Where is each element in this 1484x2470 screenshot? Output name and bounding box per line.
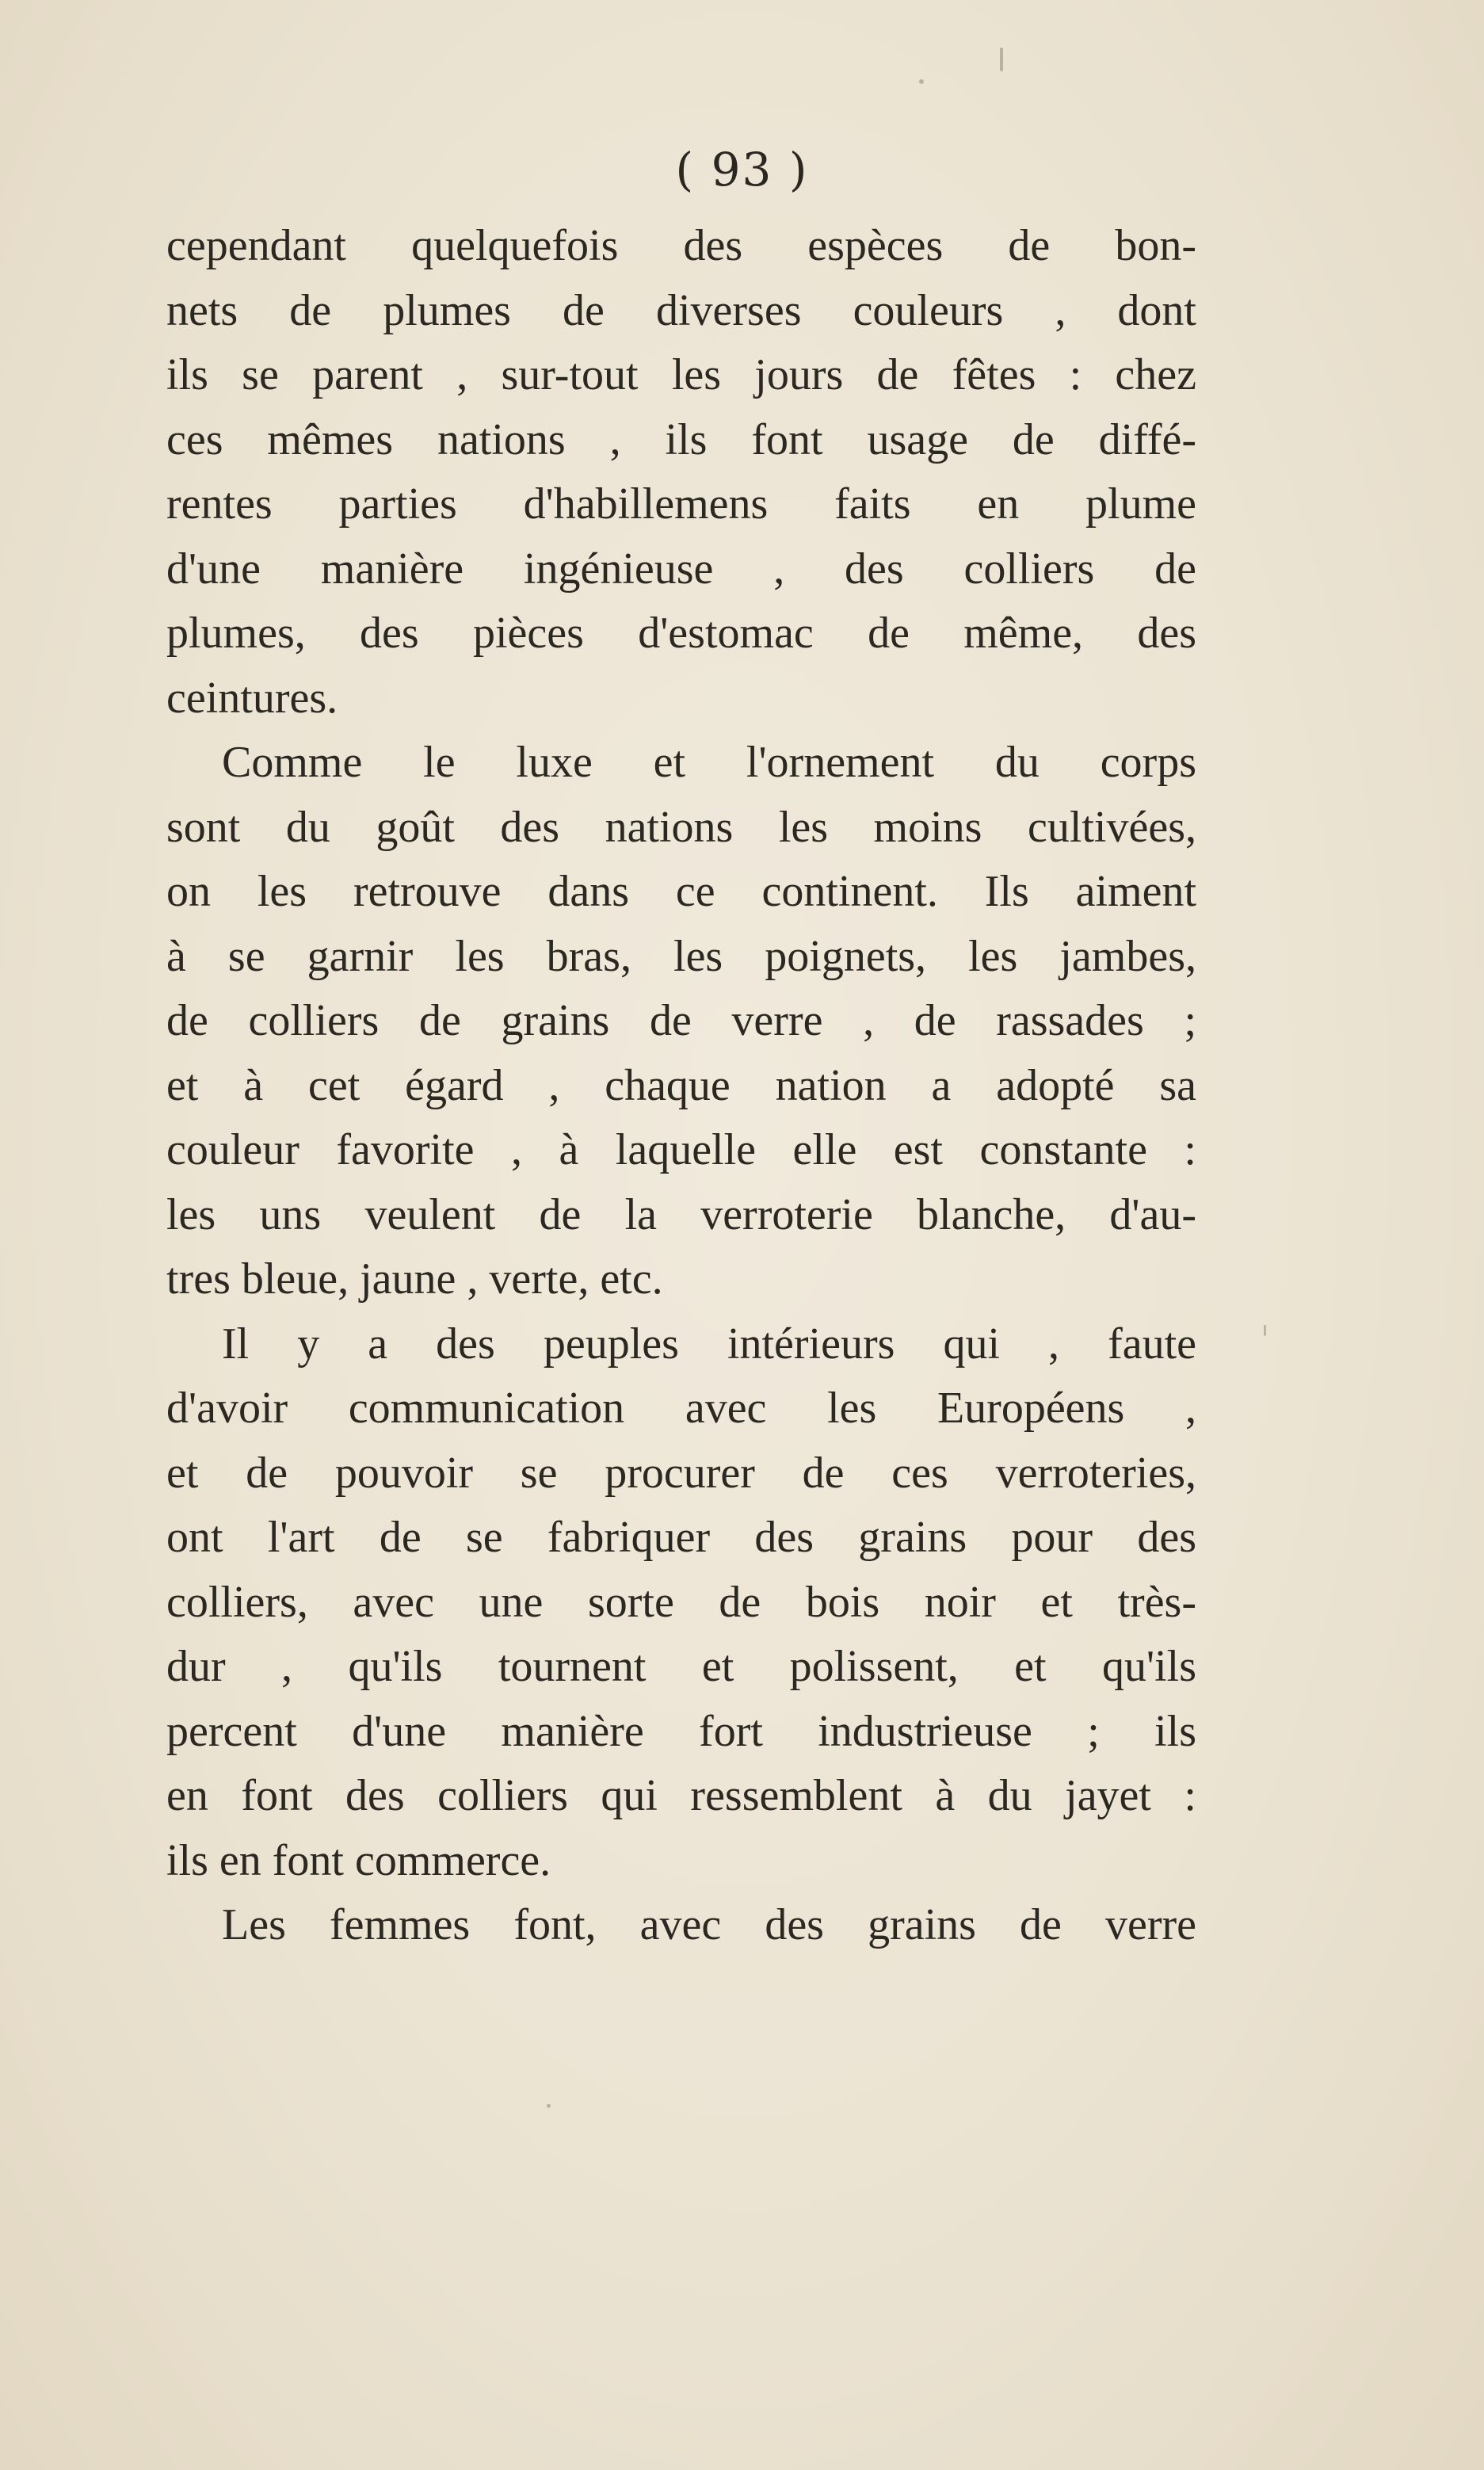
text-line: Les femmes font, avec des grains de verre xyxy=(222,1900,1196,1949)
text-line: d'une manière ingénieuse , des colliers de xyxy=(166,544,1196,594)
paper-speck xyxy=(547,2104,551,2108)
text-line: et à cet égard , chaque nation a adopté sa xyxy=(166,1060,1196,1110)
page-number: ( 93 ) xyxy=(675,143,809,197)
text-line: et de pouvoir se procurer de ces verroteries, xyxy=(166,1448,1196,1498)
text-line: ces mêmes nations , ils font usage de diffé- xyxy=(166,414,1196,464)
text-line: d'avoir communication avec les Européens , xyxy=(166,1384,1196,1433)
text-line: à se garnir les bras, les poignets, les jambes, xyxy=(166,931,1196,981)
text-line: cependant quelquefois des espèces de bon- xyxy=(166,221,1196,270)
text-line: ont l'art de se fabriquer des grains pour des xyxy=(166,1513,1196,1562)
text-line: ceintures. xyxy=(166,673,338,723)
body-text xyxy=(166,214,1196,1958)
text-line: en font des colliers qui ressemblent à du jayet : xyxy=(166,1771,1196,1820)
text-line: percent d'une manière fort industrieuse ; ils xyxy=(166,1706,1196,1756)
text-line: dur , qu'ils tournent et polissent, et qu'ils xyxy=(166,1642,1196,1691)
text-line: nets de plumes de diverses couleurs , dont xyxy=(166,285,1196,335)
text-line: colliers, avec une sorte de bois noir et très- xyxy=(166,1577,1196,1627)
text-line: sont du goût des nations les moins cultivées, xyxy=(166,802,1196,852)
text-line: couleur favorite , à laquelle elle est constante : xyxy=(166,1125,1196,1174)
text-line: Comme le luxe et l'ornement du corps xyxy=(222,738,1196,787)
text-line: Il y a des peuples intérieurs qui , faute xyxy=(222,1319,1196,1369)
text-line: les uns veulent de la verroterie blanche, d'au- xyxy=(166,1189,1196,1239)
paper-speck xyxy=(919,79,924,84)
text-line: rentes parties d'habillemens faits en plume xyxy=(166,479,1196,529)
text-line: on les retrouve dans ce continent. Ils aiment xyxy=(166,867,1196,916)
text-line: plumes, des pièces d'estomac de même, des xyxy=(166,609,1196,658)
text-line: ils en font commerce. xyxy=(166,1835,551,1885)
text-line: de colliers de grains de verre , de rassades ; xyxy=(166,996,1196,1045)
paper-speck xyxy=(1000,48,1003,71)
paper-speck xyxy=(1264,1325,1266,1336)
text-line: ils se parent , sur-tout les jours de fêtes : chez xyxy=(166,350,1196,399)
text-line: tres bleue, jaune , verte, etc. xyxy=(166,1254,663,1304)
